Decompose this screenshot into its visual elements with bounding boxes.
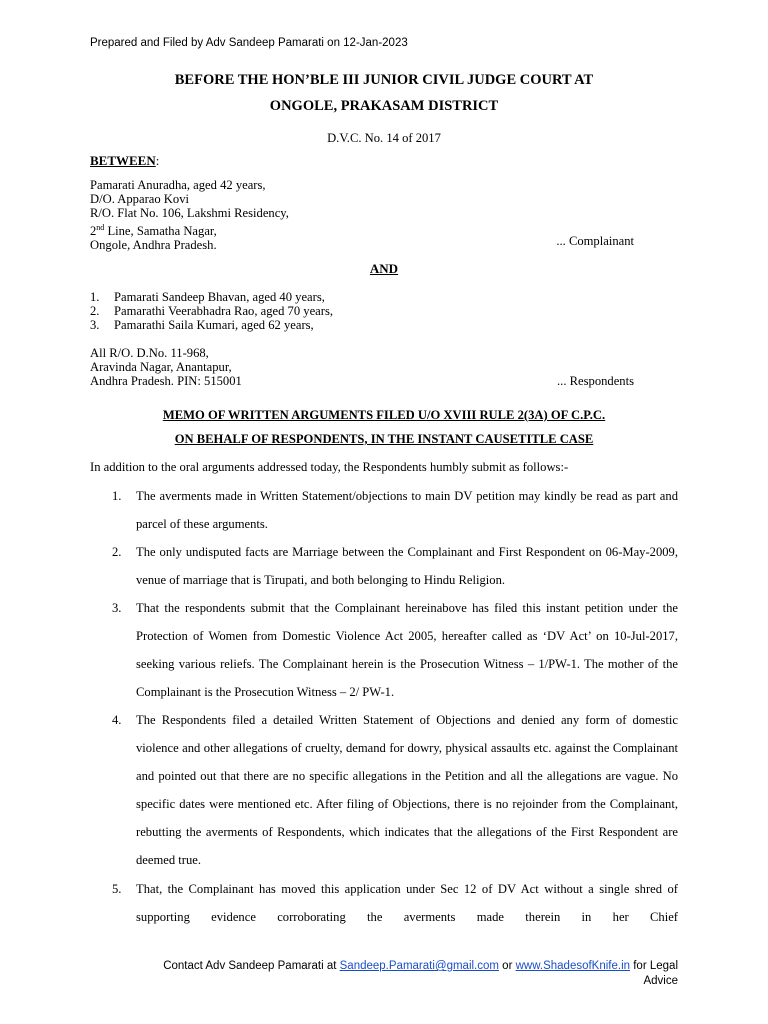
item-number: 1. [112, 489, 122, 503]
footer-advice: Advice [643, 975, 678, 987]
argument-item: The averments made in Written Statement/objections to main DV petition may kindly be read as part and parcel of these arguments. [136, 489, 678, 532]
respondents-address-line: All R/O. D.No. 11-968, [90, 346, 209, 360]
respondents-address [90, 346, 242, 389]
case-number: D.V.C. No. 14 of 2017 [327, 131, 441, 145]
footer-post: for Legal [630, 960, 678, 972]
between-colon: : [155, 153, 160, 168]
respondent-name: Pamarathi Saila Kumari, aged 62 years, [114, 318, 314, 332]
argument-item: That the respondents submit that the Complainant hereinabove has filed this instant petition under the Protection of Women from Domestic Violence Act 2005, hereafter called as ‘DV Act’ on 10-Jul-2017, seeking various reliefs. The Complainant herein is the Prosecution Witness – 1/PW-1. The mother of the Complainant is the Prosecution Witness – 2/ PW-1. [136, 601, 678, 700]
court-title-line2: ONGOLE, PRAKASAM DISTRICT [269, 98, 499, 114]
prepared-by-note: Prepared and Filed by Adv Sandeep Pamarati on 12-Jan-2023 [90, 37, 408, 49]
line-number: 2 [90, 223, 97, 238]
memo-title-line2: ON BEHALF OF RESPONDENTS, IN THE INSTANT CAUSETITLE CASE [174, 432, 594, 446]
item-number: 5. [112, 882, 122, 896]
website-link[interactable]: www.ShadesofKnife.in [515, 960, 631, 972]
footer-contact [163, 960, 678, 972]
respondents-role: ... Respondents [557, 374, 634, 388]
memo-intro: In addition to the oral arguments addressed today, the Respondents humbly submit as follows:- [90, 460, 569, 474]
ordinal-suffix: nd [96, 222, 105, 232]
respondent-number: 3. [90, 318, 100, 332]
respondents-address-line: Aravinda Nagar, Anantapur, [90, 360, 232, 375]
complainant-line: Pamarati Anuradha, aged 42 years, [90, 178, 266, 192]
item-number: 4. [112, 713, 122, 727]
respondent-name: Pamarathi Veerabhadra Rao, aged 70 years, [114, 304, 334, 318]
argument-item: The only undisputed facts are Marriage between the Complainant and First Respondent on 06-May-2009, venue of marriage that is Tirupati, and both belonging to Hindu Religion. [136, 545, 678, 588]
respondents-address-line: Andhra Pradesh. PIN: 515001 [90, 374, 242, 389]
complainant-role: ... Complainant [556, 234, 634, 248]
between-heading [90, 153, 159, 169]
complainant-address [90, 178, 289, 252]
complainant-line [90, 221, 289, 238]
respondent-number: 2. [90, 304, 100, 318]
item-number: 3. [112, 601, 122, 615]
respondent-number: 1. [90, 290, 100, 304]
complainant-line: R/O. Flat No. 106, Lakshmi Residency, [90, 206, 289, 221]
line-street: Line, Samatha Nagar, [104, 223, 217, 238]
argument-item: The Respondents filed a detailed Written Statement of Objections and denied any form of domestic violence and other allegations of cruelty, demand for dowry, physical assaults etc. against the Complainant and pointed out that there are no specific allegations in the Petition and all the allegations are vague. No specific dates were mentioned etc. After filing of Objections, there is no rejoinder from the Complainant, rebutting the averments of Respondents, which indicates that the allegations of the First Respondent are deemed true. [136, 713, 678, 868]
court-title-line1: BEFORE THE HON’BLE III JUNIOR CIVIL JUDGE COURT AT [174, 72, 594, 88]
complainant-line: Ongole, Andhra Pradesh. [90, 238, 217, 252]
memo-title-line1: MEMO OF WRITTEN ARGUMENTS FILED U/O XVIII RULE 2(3A) OF C.P.C. [162, 408, 606, 422]
between-label: BETWEEN [90, 153, 156, 168]
argument-item: That, the Complainant has moved this application under Sec 12 of DV Act without a single shred of supporting evidence corroborating the averments made therein in her Chief [136, 882, 678, 925]
email-link[interactable]: Sandeep.Pamarati@gmail.com [339, 960, 499, 972]
footer-contact-text: Contact Adv Sandeep Pamarati at [163, 960, 340, 972]
complainant-line: D/O. Apparao Kovi [90, 192, 189, 207]
item-number: 2. [112, 545, 122, 559]
and-separator: AND [369, 261, 399, 276]
respondent-name: Pamarati Sandeep Bhavan, aged 40 years, [114, 290, 325, 304]
footer-or: or [498, 960, 516, 972]
